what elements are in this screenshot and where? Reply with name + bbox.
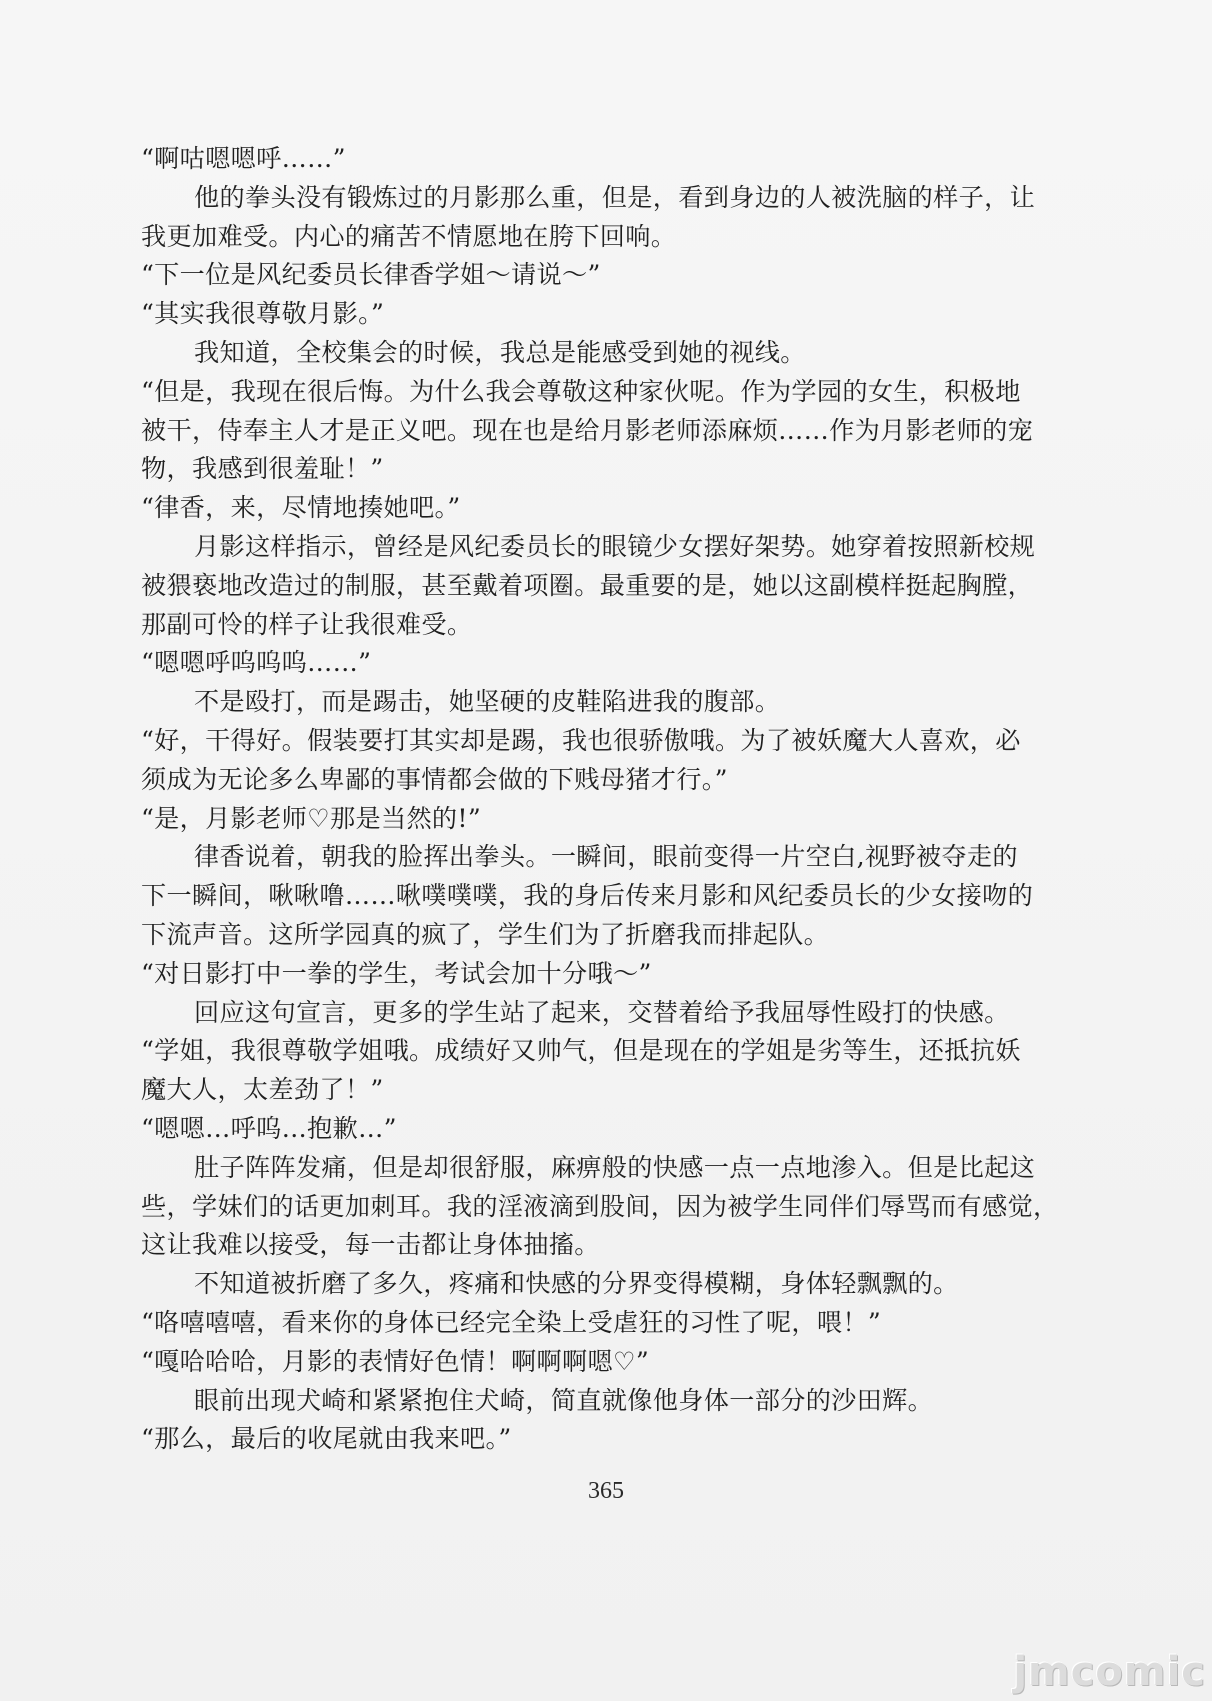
dialogue-line: “好，干得好。假装要打其实却是踢，我也很骄傲哦。为了被妖魔大人喜欢，必	[141, 725, 1021, 755]
continuation-line: 那副可怜的样子让我很难受。	[141, 609, 473, 639]
continuation-line: 魔大人，太差劲了！”	[141, 1075, 384, 1105]
paragraph-line: 肚子阵阵发痛，但是却很舒服，麻痹般的快感一点一点地渗入。但是比起这	[194, 1152, 1036, 1182]
paragraph-line: 不是殴打，而是踢击，她坚硬的皮鞋陷进我的腹部。	[194, 687, 781, 717]
continuation-line: 须成为无论多么卑鄙的事情都会做的下贱母猪才行。”	[141, 764, 728, 794]
page-number: 365	[588, 1478, 624, 1504]
continuation-line: 物，我感到很羞耻！”	[141, 454, 384, 484]
paragraph-line: 不知道被折磨了多久，疼痛和快感的分界变得模糊，身体轻飘飘的。	[194, 1269, 959, 1299]
watermark-logo: jmcomic	[1013, 1649, 1206, 1695]
dialogue-line: “其实我很尊敬月影。”	[141, 299, 385, 329]
continuation-line: 我更加难受。内心的痛苦不情愿地在胯下回响。	[141, 221, 677, 251]
dialogue-line: “下一位是风纪委员长律香学姐～请说～”	[141, 260, 601, 290]
paragraph-line: 眼前出现犬崎和紧紧抱住犬崎，简直就像他身体一部分的沙田辉。	[194, 1385, 934, 1415]
dialogue-line: “嗯嗯…呼呜…抱歉…”	[141, 1113, 397, 1143]
continuation-line: 被猥亵地改造过的制服，甚至戴着项圈。最重要的是，她以这副模样挺起胸膛，	[141, 570, 1034, 600]
paragraph-line: 我知道，全校集会的时候，我总是能感受到她的视线。	[194, 337, 806, 367]
dialogue-line: “嗯嗯呼呜呜呜……”	[141, 648, 372, 678]
dialogue-line: “是，月影老师♡那是当然的!”	[141, 803, 482, 833]
dialogue-line: “律香，来，尽情地揍她吧。”	[141, 493, 461, 523]
dialogue-line: “对日影打中一拳的学生，考试会加十分哦～”	[141, 958, 652, 988]
continuation-line: 些，学妹们的话更加刺耳。我的淫液滴到股间，因为被学生同伴们辱骂而有感觉，	[141, 1191, 1059, 1221]
paragraph-line: 律香说着，朝我的脸挥出拳头。一瞬间，眼前变得一片空白,视野被夺走的	[194, 842, 1018, 872]
continuation-line: 下一瞬间，啾啾噜……啾噗噗噗，我的身后传来月影和风纪委员长的少女接吻的	[141, 881, 1034, 911]
continuation-line: 被干，侍奉主人才是正义吧。现在也是给月影老师添麻烦……作为月影老师的宠	[141, 415, 1034, 445]
body-text	[141, 140, 1081, 1459]
dialogue-line: “那么，最后的收尾就由我来吧。”	[141, 1424, 512, 1454]
continuation-line: 下流声音。这所学园真的疯了，学生们为了折磨我而排起队。	[141, 919, 830, 949]
continuation-line: 这让我难以接受，每一击都让身体抽搐。	[141, 1230, 600, 1260]
dialogue-line: “学姐，我很尊敬学姐哦。成绩好又帅气，但是现在的学姐是劣等生，还抵抗妖	[141, 1036, 1021, 1066]
dialogue-line: “啊咕嗯嗯呼……”	[141, 144, 346, 173]
paragraph-line: 回应这句宣言，更多的学生站了起来，交替着给予我屈辱性殴打的快感。	[194, 997, 1010, 1027]
paragraph-line: 月影这样指示，曾经是风纪委员长的眼镜少女摆好架势。她穿着按照新校规	[194, 531, 1036, 561]
dialogue-line: “嘎哈哈哈，月影的表情好色情！啊啊啊嗯♡”	[141, 1346, 650, 1376]
paragraph-line: 他的拳头没有锻炼过的月影那么重，但是，看到身边的人被洗脑的样子，让	[194, 182, 1036, 212]
dialogue-line: “咯嘻嘻嘻，看来你的身体已经完全染上受虐狂的习性了呢，喂！”	[141, 1307, 882, 1337]
dialogue-line: “但是，我现在很后悔。为什么我会尊敬这种家伙呢。作为学园的女生，积极地	[141, 376, 1021, 406]
